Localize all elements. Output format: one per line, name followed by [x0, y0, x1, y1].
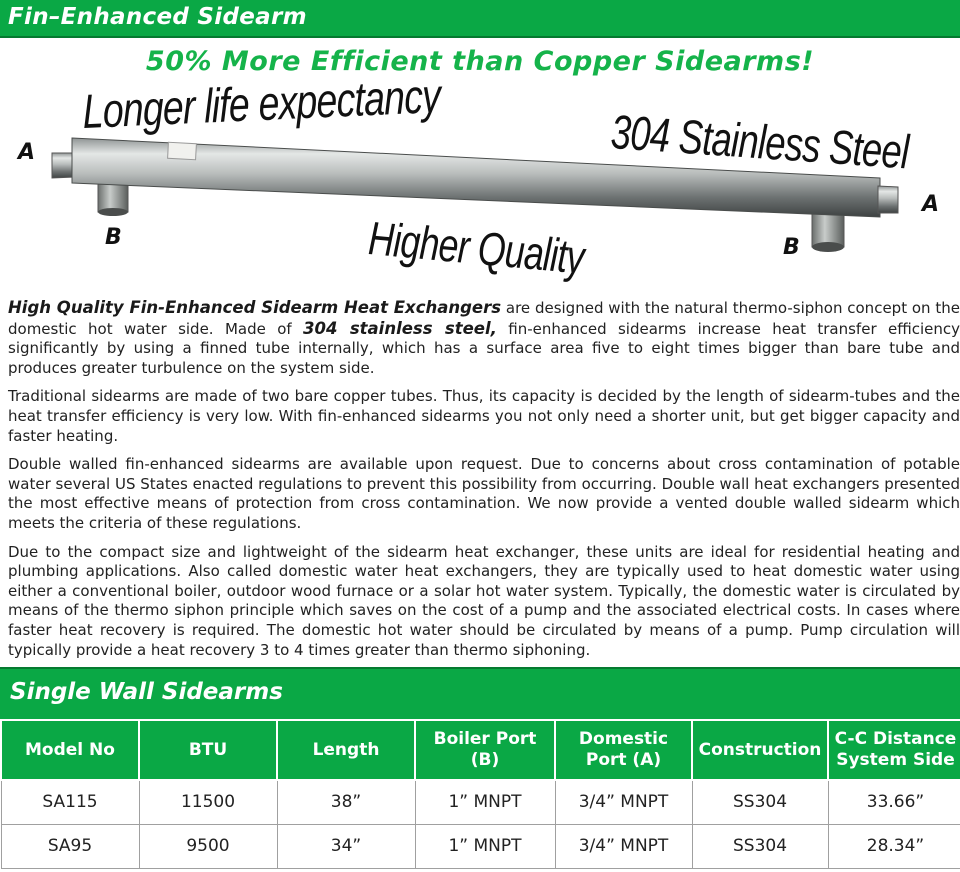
- col-domestic-port-line2: Port (A): [585, 750, 662, 770]
- col-domestic-port-line1: Domestic: [578, 729, 669, 749]
- stainless-steel-label: 304 Stainless Steel: [609, 105, 910, 180]
- paragraph-double-wall: Double walled fin-enhanced sidearms are available upon request. Due to concerns about cross contamination of potable water several US States enacted regulations to prevent this possibility from occurring. Double wall heat exchangers presented the most effective means of protection from cross contamination. We now provide a vented double walled sidearm which meets the criteria of these regulations.: [8, 455, 960, 532]
- col-boiler-port-line2: (B): [470, 750, 500, 770]
- port-b-left-label: B: [105, 225, 122, 250]
- section-bar: [0, 667, 960, 719]
- header-bar: [0, 0, 960, 38]
- specs-table: [0, 719, 960, 869]
- intro-paragraph: [8, 298, 960, 378]
- col-boiler-port-line1: Boiler Port: [433, 729, 537, 749]
- cell-domestic: 3/4” MNPT: [555, 780, 692, 824]
- product-figure: [0, 70, 960, 285]
- col-domestic-port: [555, 720, 692, 780]
- cell-domestic: 3/4” MNPT: [555, 824, 692, 868]
- paragraph-applications: Due to the compact size and lightweight of the sidearm heat exchanger, these units are ideal for residential heating and plumbing applications. Also called domestic water heat exchangers, they are typically used to heat domestic water using either a conventional boiler, outdoor wood furnace or a solar hot water system. Typically, the domestic water is circulated by means of the thermo siphon principle which saves on the cost of a pump and the associated electrical costs. In cases where faster heat recovery is required. The domestic hot water should be circulated by means of a pump. Pump circulation will typically provide a heat recovery 3 to 4 times greater than thermo siphoning.: [8, 542, 960, 659]
- cell-model: SA95: [1, 824, 139, 868]
- table-row: [1, 780, 960, 824]
- col-construction: Construction: [692, 720, 828, 780]
- cell-boiler: 1” MNPT: [415, 824, 555, 868]
- longer-life-label: Longer life expectancy: [82, 70, 441, 139]
- description: [8, 298, 960, 669]
- paragraph-copper: Traditional sidearms are made of two bare copper tubes. Thus, its capacity is decided by the length of sidearm-tubes and the heat transfer efficiency is very low. With fin-enhanced sidearms you not only need a shorter unit, but get bigger capacity and faster heating.: [8, 387, 960, 445]
- table-header-row: [1, 720, 960, 780]
- intro-lead: High Quality Fin-Enhanced Sidearm Heat Exchangers: [8, 298, 502, 317]
- cell-construction: SS304: [692, 824, 828, 868]
- col-cc-line1: C-C Distance: [834, 729, 957, 749]
- right-nipple: [878, 186, 898, 213]
- cell-cc: 33.66”: [828, 780, 960, 824]
- col-boiler-port: [415, 720, 555, 780]
- col-model: Model No: [1, 720, 139, 780]
- cell-btu: 9500: [139, 824, 277, 868]
- col-btu: BTU: [139, 720, 277, 780]
- intro-steel: 304 stainless steel,: [303, 318, 497, 338]
- cell-length: 34”: [277, 824, 415, 868]
- cell-construction: SS304: [692, 780, 828, 824]
- cell-length: 38”: [277, 780, 415, 824]
- col-cc-line2: System Side: [836, 750, 955, 770]
- section-title: Single Wall Sidearms: [10, 679, 283, 705]
- cell-model: SA115: [1, 780, 139, 824]
- cell-btu: 11500: [139, 780, 277, 824]
- tagline: 50% More Efficient than Copper Sidearms!: [145, 46, 815, 77]
- intro-text-2: fin-enhanced sidearms increase heat transfer efficiency significantly by using a finned tube internally, which has a surface area five to eight times bigger than bare tube and produces greater turbulence on the system side.: [8, 319, 960, 377]
- port-a-right-label: A: [922, 192, 940, 217]
- col-cc-distance: [828, 720, 960, 780]
- intro-text-1: are designed with the natural thermo-siphon concept on the domestic hot water side. Made of: [8, 299, 960, 338]
- port-a-left-label: A: [18, 140, 36, 165]
- table-row: [1, 824, 960, 868]
- col-length: Length: [277, 720, 415, 780]
- higher-quality-label: Higher Quality: [367, 210, 586, 284]
- cell-cc: 28.34”: [828, 824, 960, 868]
- port-b-right-label: B: [783, 235, 800, 260]
- product-sticker: [168, 142, 197, 159]
- cell-boiler: 1” MNPT: [415, 780, 555, 824]
- page-title: Fin–Enhanced Sidearm: [8, 4, 307, 30]
